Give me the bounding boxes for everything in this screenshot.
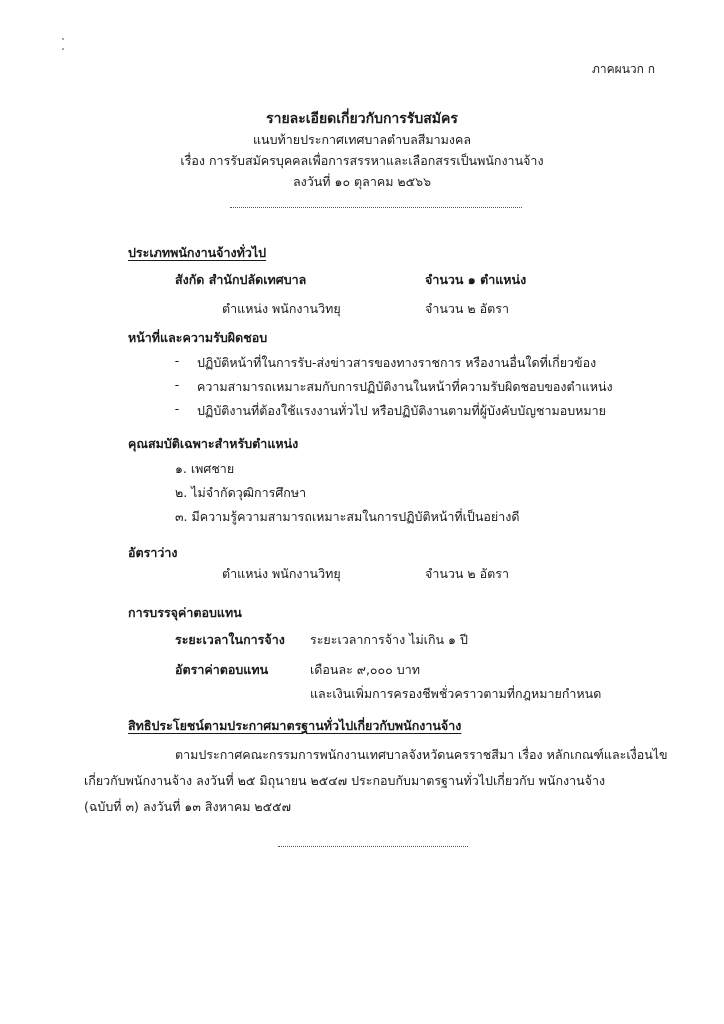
header-divider (230, 207, 522, 208)
subject-line: เรื่อง การรับสมัครบุคคลเพื่อการสรรหาและเลือกสรรเป็นพนักงานจ้าง (180, 153, 544, 168)
vacancy-position: ตำแหน่ง พนักงานวิทยุ (222, 566, 341, 581)
scan-speck (62, 38, 64, 40)
rate-count: จำนวน ๒ อัตรา (425, 301, 509, 316)
employment-period-value: ระยะเวลาการจ้าง ไม่เกิน ๑ ปี (310, 632, 468, 647)
qualification-item: ๒. ไม่จำกัดวุฒิการศึกษา (175, 485, 307, 500)
benefits-text-line: (ฉบับที่ ๓) ลงวันที่ ๑๓ สิงหาคม ๒๕๕๗ (84, 799, 291, 814)
duty-item: ความสามารถเหมาะสมกับการปฏิบัติงานในหน้าที่ความรับผิดชอบของตำแหน่ง (197, 379, 613, 394)
duty-item: ปฏิบัติงานที่ต้องใช้แรงงานทั่วไป หรือปฏิบัติงานตามที่ผู้บังคับบัญชามอบหมาย (197, 403, 606, 418)
page-subtitle: แนบท้ายประกาศเทศบาลตำบลสีมามงคล (252, 132, 472, 147)
pay-rate-label: อัตราค่าตอบแทน (175, 662, 269, 677)
dash-bullet: - (174, 401, 180, 416)
employment-period-label: ระยะเวลาในการจ้าง (175, 632, 285, 647)
compensation-heading: การบรรจุค่าตอบแทน (128, 605, 242, 620)
footer-divider (278, 846, 468, 847)
pay-rate-value: เดือนละ ๙,๐๐๐ บาท (310, 662, 420, 677)
benefits-text-line: เกี่ยวกับพนักงานจ้าง ลงวันที่ ๒๕ มิถุนายน ๒๕๔๗ ประกอบกับมาตรฐานทั่วไปเกี่ยวกับ พนักงานจ้าง (84, 773, 606, 788)
vacancy-heading: อัตราว่าง (128, 545, 178, 560)
duties-heading: หน้าที่และความรับผิดชอบ (128, 330, 268, 345)
benefits-heading: สิทธิประโยชน์ตามประกาศมาตรฐานทั่วไปเกี่ยวกับพนักงานจ้าง (128, 718, 462, 733)
affiliation: สังกัด สำนักปลัดเทศบาล (175, 272, 307, 287)
qualifications-heading: คุณสมบัติเฉพาะสำหรับตำแหน่ง (128, 436, 299, 451)
page-title: รายละเอียดเกี่ยวกับการรับสมัคร (266, 111, 458, 127)
benefits-text-line: ตามประกาศคณะกรรมการพนักงานเทศบาลจังหวัดนครราชสีมา เรื่อง หลักเกณฑ์และเงื่อนไข (175, 747, 668, 762)
date-line: ลงวันที่ ๑๐ ตุลาคม ๒๕๖๖ (292, 174, 432, 189)
dash-bullet: - (174, 377, 180, 392)
qualification-item: ๓. มีความรู้ความสามารถเหมาะสมในการปฏิบัติหน้าที่เป็นอย่างดี (175, 509, 520, 524)
vacancy-count: จำนวน ๒ อัตรา (425, 566, 509, 581)
employee-type-heading: ประเภทพนักงานจ้างทั่วไป (128, 245, 267, 260)
pay-rate-extra: และเงินเพิ่มการครองชีพชั่วคราวตามที่กฎหมายกำหนด (310, 686, 602, 701)
positions-count: จำนวน ๑ ตำแหน่ง (425, 272, 527, 287)
position-name: ตำแหน่ง พนักงานวิทยุ (222, 301, 341, 316)
qualification-item: ๑. เพศชาย (175, 461, 235, 476)
duty-item: ปฏิบัติหน้าที่ในการรับ-ส่งข่าวสารของทางราชการ หรืองานอื่นใดที่เกี่ยวข้อง (197, 355, 597, 370)
appendix-label: ภาคผนวก ก (592, 62, 655, 76)
dash-bullet: - (174, 353, 180, 368)
scan-speck (62, 48, 64, 50)
